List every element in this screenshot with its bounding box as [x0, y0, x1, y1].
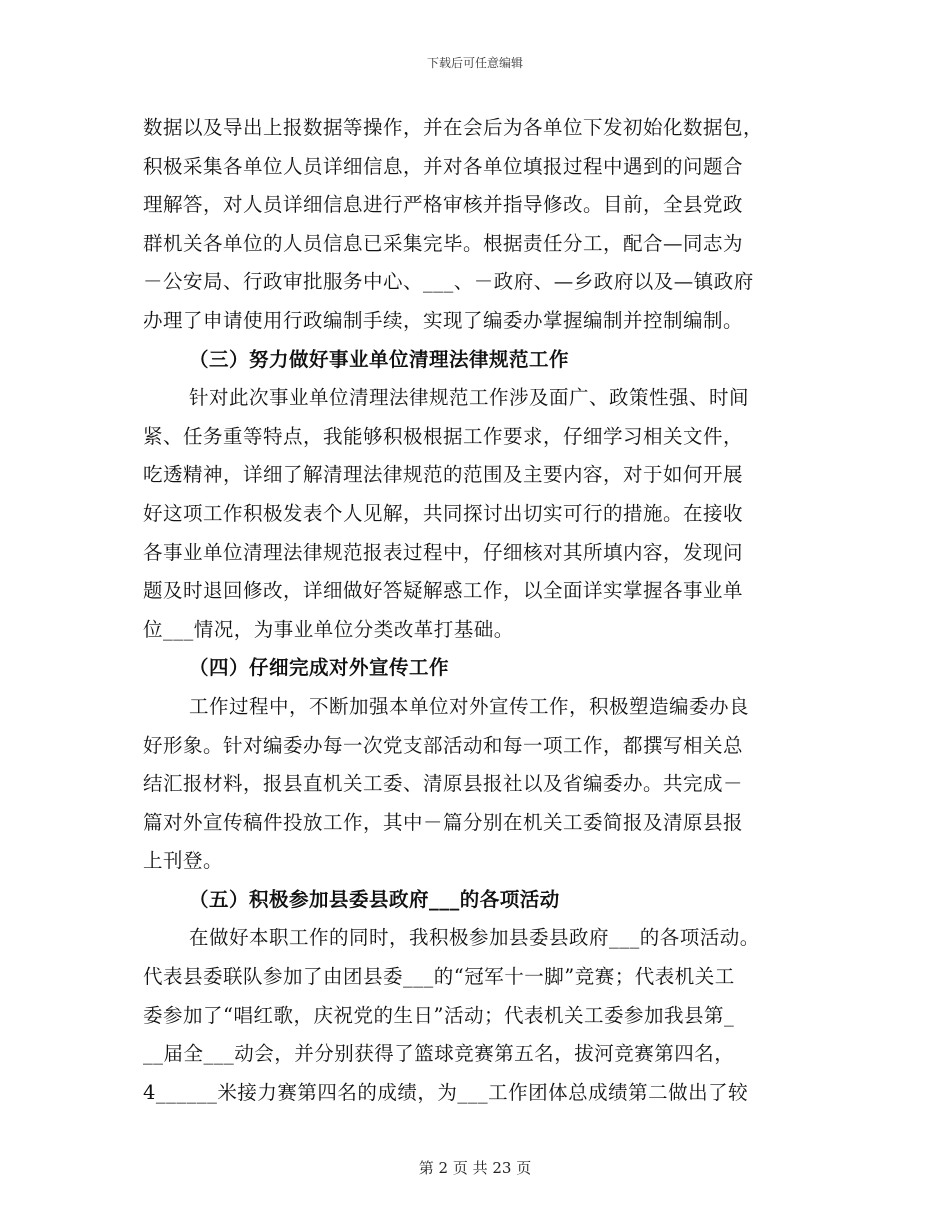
body-line: 题及时退回修改，详细做好答疑解惑工作，以全面详实掌握各事业单 [143, 579, 744, 603]
body-line: 各事业单位清理法律规范报表过程中，仔细核对其所填内容，发现问 [143, 540, 744, 564]
body-line: __届全___动会，并分别获得了篮球竞赛第五名，拔河竞赛第四名， [143, 1042, 735, 1066]
body-line: 好形象。针对编委办每一次党支部活动和每一项工作，都撰写相关总 [143, 733, 744, 757]
body-line: 结汇报材料，报县直机关工委、清原县报社以及省编委办。共完成－ [143, 772, 744, 796]
section-heading-4: （四）仔细完成对外宣传工作 [189, 656, 450, 680]
document-body [143, 109, 811, 1112]
section-heading-5: （五）积极参加县委县政府___的各项活动 [189, 887, 560, 911]
body-line: 积极采集各单位人员详细信息，并对各单位填报过程中遇到的问题合 [143, 154, 744, 178]
body-line: 群机关各单位的人员信息已采集完毕。根据责任分工，配合—同志为 [143, 231, 744, 255]
page-number: 第 2 页 共 23 页 [418, 1159, 532, 1177]
paragraph-start-line: 在做好本职工作的同时，我积极参加县委县政府___的各项活动。 [189, 926, 760, 950]
body-line: 数据以及导出上报数据等操作，并在会后为各单位下发初始化数据包， [143, 116, 764, 139]
body-line: 办理了申请使用行政编制手续，实现了编委办掌握编制并控制编制。 [143, 308, 744, 332]
section-heading-3: （三）努力做好事业单位清理法律规范工作 [189, 347, 570, 371]
body-line: 理解答，对人员详细信息进行严格审核并指导修改。目前，全县党政 [143, 193, 744, 217]
body-line: 代表县委联队参加了由团县委___的“冠军十一脚”竞赛；代表机关工 [143, 965, 735, 989]
page-header: 下载后可任意编辑 [426, 56, 523, 70]
body-line: 紧、任务重等特点，我能够积极根据工作要求，仔细学习相关文件， [143, 424, 744, 448]
body-line: 好这项工作积极发表个人见解，共同探讨出切实可行的措施。在接收 [143, 501, 744, 525]
body-line: －公安局、行政审批服务中心、___、－政府、—乡政府以及—镇政府 [143, 270, 754, 294]
body-line: 委参加了“唱红歌，庆祝党的生日”活动；代表机关工委参加我县第_ [143, 1003, 735, 1027]
body-line: 位___情况，为事业单位分类改革打基础。 [143, 617, 514, 641]
body-line: 上刊登。 [143, 849, 224, 873]
body-line: 篇对外宣传稿件投放工作，其中－篇分别在机关工委简报及清原县报 [143, 810, 744, 834]
body-line: 吃透精神，详细了解清理法律规范的范围及主要内容，对于如何开展 [143, 463, 744, 487]
paragraph-start-line: 工作过程中，不断加强本单位对外宣传工作，积极塑造编委办良 [189, 694, 750, 718]
body-line: 4______米接力赛第四名的成绩，为___工作团体总成绩第二做出了较 [143, 1080, 749, 1104]
paragraph-start-line: 针对此次事业单位清理法律规范工作涉及面广、政策性强、时间 [189, 386, 750, 410]
